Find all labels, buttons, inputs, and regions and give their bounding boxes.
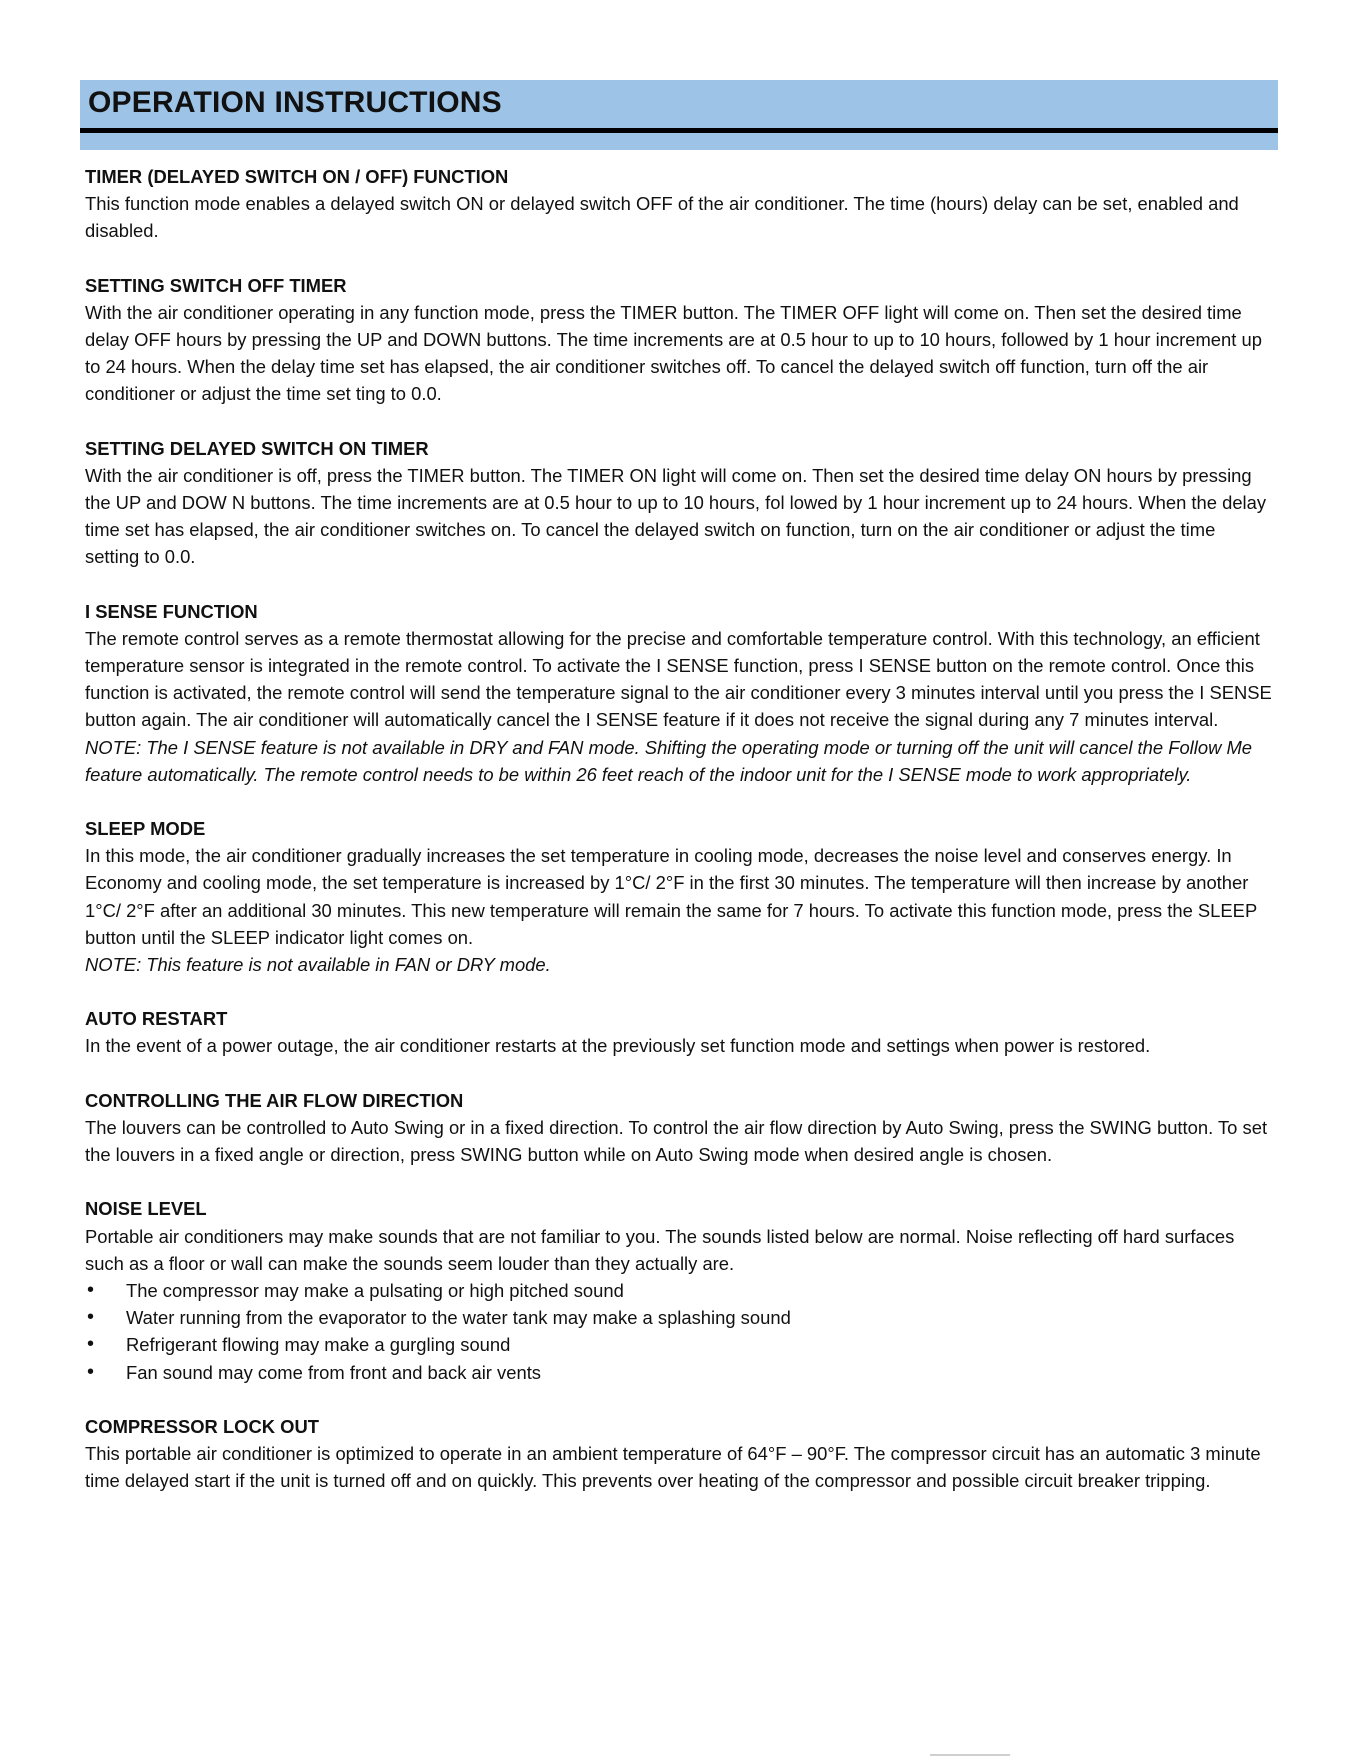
section-i-sense xyxy=(85,598,1273,788)
list-item: • Refrigerant flowing may make a gurgling sound xyxy=(85,1331,1273,1358)
section-body: With the air conditioner operating in any function mode, press the TIMER button. The TIMER OFF light will come on. Then set the desired time delay OFF hours by pressing the UP and DOWN buttons. The time increments are at 0.5 hour to up to 10 hours, followed by 1 hour increment up to 24 hours. When the delay time set has elapsed, the air conditioner switches off. To cancel the delayed switch off function, turn off the air conditioner or adjust the time set ting to 0.0. xyxy=(85,301,1262,405)
section-noise-level xyxy=(85,1195,1273,1385)
section-heading: SLEEP MODE xyxy=(85,818,206,840)
noise-list xyxy=(85,1277,1273,1386)
section-body: In the event of a power outage, the air conditioner restarts at the previously set function mode and settings when power is restored. xyxy=(85,1035,1151,1057)
section-body: With the air conditioner is off, press the TIMER button. The TIMER ON light will come on. Then set the desired time delay ON hours by pressing the UP and DOW N buttons. The time increments are at 0.5 hour to up to 10 hours, fol lowed by 1 hour increment up to 24 hours. When the delay time set has elapsed, the air conditioner switches on. To cancel the delayed switch on function, turn on the air conditioner or adjust the time setting to 0.0. xyxy=(85,464,1267,568)
section-switch-on-timer xyxy=(85,435,1273,571)
list-item: • Fan sound may come from front and back air vents xyxy=(85,1359,1273,1386)
section-heading: COMPRESSOR LOCK OUT xyxy=(85,1415,319,1437)
instructions-content xyxy=(85,163,1273,1521)
section-heading: CONTROLLING THE AIR FLOW DIRECTION xyxy=(85,1089,464,1111)
section-switch-off-timer xyxy=(85,272,1273,408)
section-air-flow-direction xyxy=(85,1087,1273,1169)
list-item: • The compressor may make a pulsating or high pitched sound xyxy=(85,1277,1273,1304)
section-body: The louvers can be controlled to Auto Swing or in a fixed direction. To control the air flow direction by Auto Swing, press the SWING button. To set the louvers in a fixed angle or direction, press SWING button while on Auto Swing mode when desired angle is chosen. xyxy=(85,1116,1268,1166)
section-heading: SETTING DELAYED SWITCH ON TIMER xyxy=(85,437,429,459)
section-heading: AUTO RESTART xyxy=(85,1008,228,1030)
section-heading: I SENSE FUNCTION xyxy=(85,600,258,622)
section-body: This function mode enables a delayed switch ON or delayed switch OFF of the air conditioner. The time (hours) delay can be set, enabled and disabled. xyxy=(85,193,1239,242)
section-sleep-mode xyxy=(85,815,1273,978)
section-body: This portable air conditioner is optimized to operate in an ambient temperature of 64°F – 90°F. The compressor circuit has an automatic 3 minute time delayed start if the unit is turned off and on quickly. This prevents over heating of the compressor and possible circuit breaker tripping. xyxy=(85,1442,1261,1492)
section-timer-function xyxy=(85,163,1273,245)
section-note: NOTE: The I SENSE feature is not available in DRY and FAN mode. Shifting the operating mode or turning off the unit will cancel the Follow Me feature automatically. The remote control needs to be within 26 feet reach of the indoor unit for the I SENSE mode to work appropriately. xyxy=(85,736,1253,785)
section-note: NOTE: This feature is not available in FAN or DRY mode. xyxy=(85,954,551,976)
section-heading: SETTING SWITCH OFF TIMER xyxy=(85,274,347,296)
list-item: • Water running from the evaporator to the water tank may make a splashing sound xyxy=(85,1304,1273,1331)
section-body: The remote control serves as a remote thermostat allowing for the precise and comfortable temperature control. With this technology, an efficient temperature sensor is integrated in the remote control. To activate the I SENSE function, press I SENSE button on the remote control. Once this function is activated, the remote control will send the temperature signal to the air conditioner every 3 minutes interval until you press the I SENSE button again. The air conditioner will automatically cancel the I SENSE feature if it does not receive the signal during any 7 minutes interval. xyxy=(85,627,1272,731)
section-heading: TIMER (DELAYED SWITCH ON / OFF) FUNCTION xyxy=(85,166,509,187)
section-heading: NOISE LEVEL xyxy=(85,1198,207,1220)
header-divider xyxy=(80,128,1278,133)
section-auto-restart xyxy=(85,1005,1273,1059)
section-compressor-lock-out xyxy=(85,1413,1273,1495)
footer-divider xyxy=(930,1754,1010,1756)
header-band xyxy=(80,80,1278,150)
section-body: Portable air conditioners may make sounds that are not familiar to you. The sounds listed below are normal. Noise reflecting off hard surfaces such as a floor or wall can make the sounds seem louder than they actually are. xyxy=(85,1225,1235,1274)
section-body: In this mode, the air conditioner gradually increases the set temperature in cooling mode, decreases the noise level and conserves energy. In Economy and cooling mode, the set temperature is increased by 1°C/ 2°F in the first 30 minutes. The temperature will then increase by another 1°C/ 2°F after an additional 30 minutes. This new temperature will remain the same for 7 hours. To activate this function mode, press the SLEEP button until the SLEEP indicator light comes on. xyxy=(85,845,1257,948)
page-title: OPERATION INSTRUCTIONS xyxy=(88,86,502,119)
